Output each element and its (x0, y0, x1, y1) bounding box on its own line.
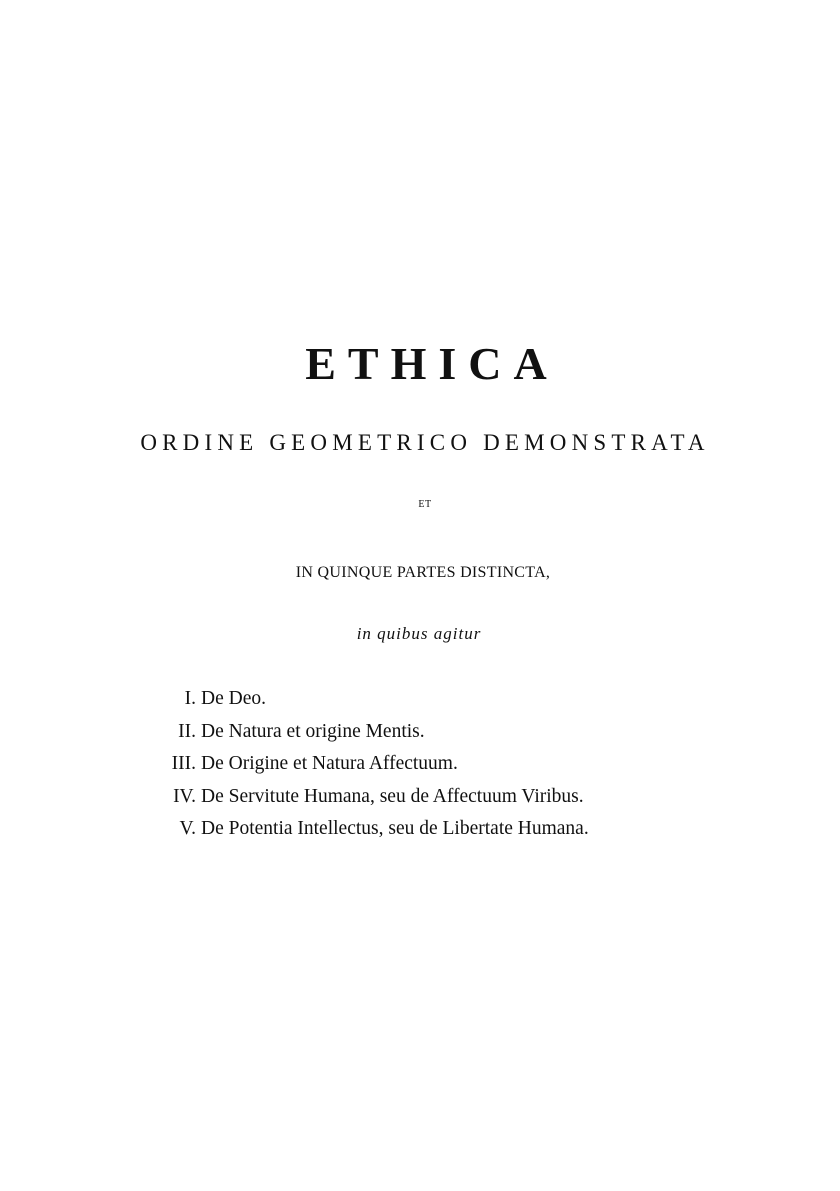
part-numeral: III. (171, 753, 196, 774)
part-numeral: II. (178, 720, 196, 742)
part-title: De Origine et Natura Affectuum. (201, 753, 458, 774)
part-numeral: I. (184, 688, 196, 709)
contents-item (145, 751, 589, 784)
contents-item (145, 686, 589, 719)
table-of-contents (145, 686, 589, 849)
part-title: De Deo. (201, 688, 266, 709)
part-title: De Servitute Humana, seu de Affectuum Viribus. (201, 785, 584, 807)
part-numeral: IV. (173, 785, 196, 807)
contents-item (145, 784, 589, 817)
part-title: De Potentia Intellectus, seu de Libertate Humana. (201, 818, 589, 839)
contents-item (145, 719, 589, 752)
part-title: De Natura et origine Mentis. (201, 720, 425, 742)
book-title: ETHICA (305, 338, 559, 389)
book-subtitle: ORDINE GEOMETRICO DEMONSTRATA (140, 430, 710, 455)
parts-line: IN QUINQUE PARTES DISTINCTA, (295, 564, 551, 581)
agitur-line: in quibus agitur (356, 624, 482, 643)
conjunction: ET (418, 499, 432, 510)
part-numeral: V. (179, 818, 196, 839)
contents-item (145, 816, 589, 849)
